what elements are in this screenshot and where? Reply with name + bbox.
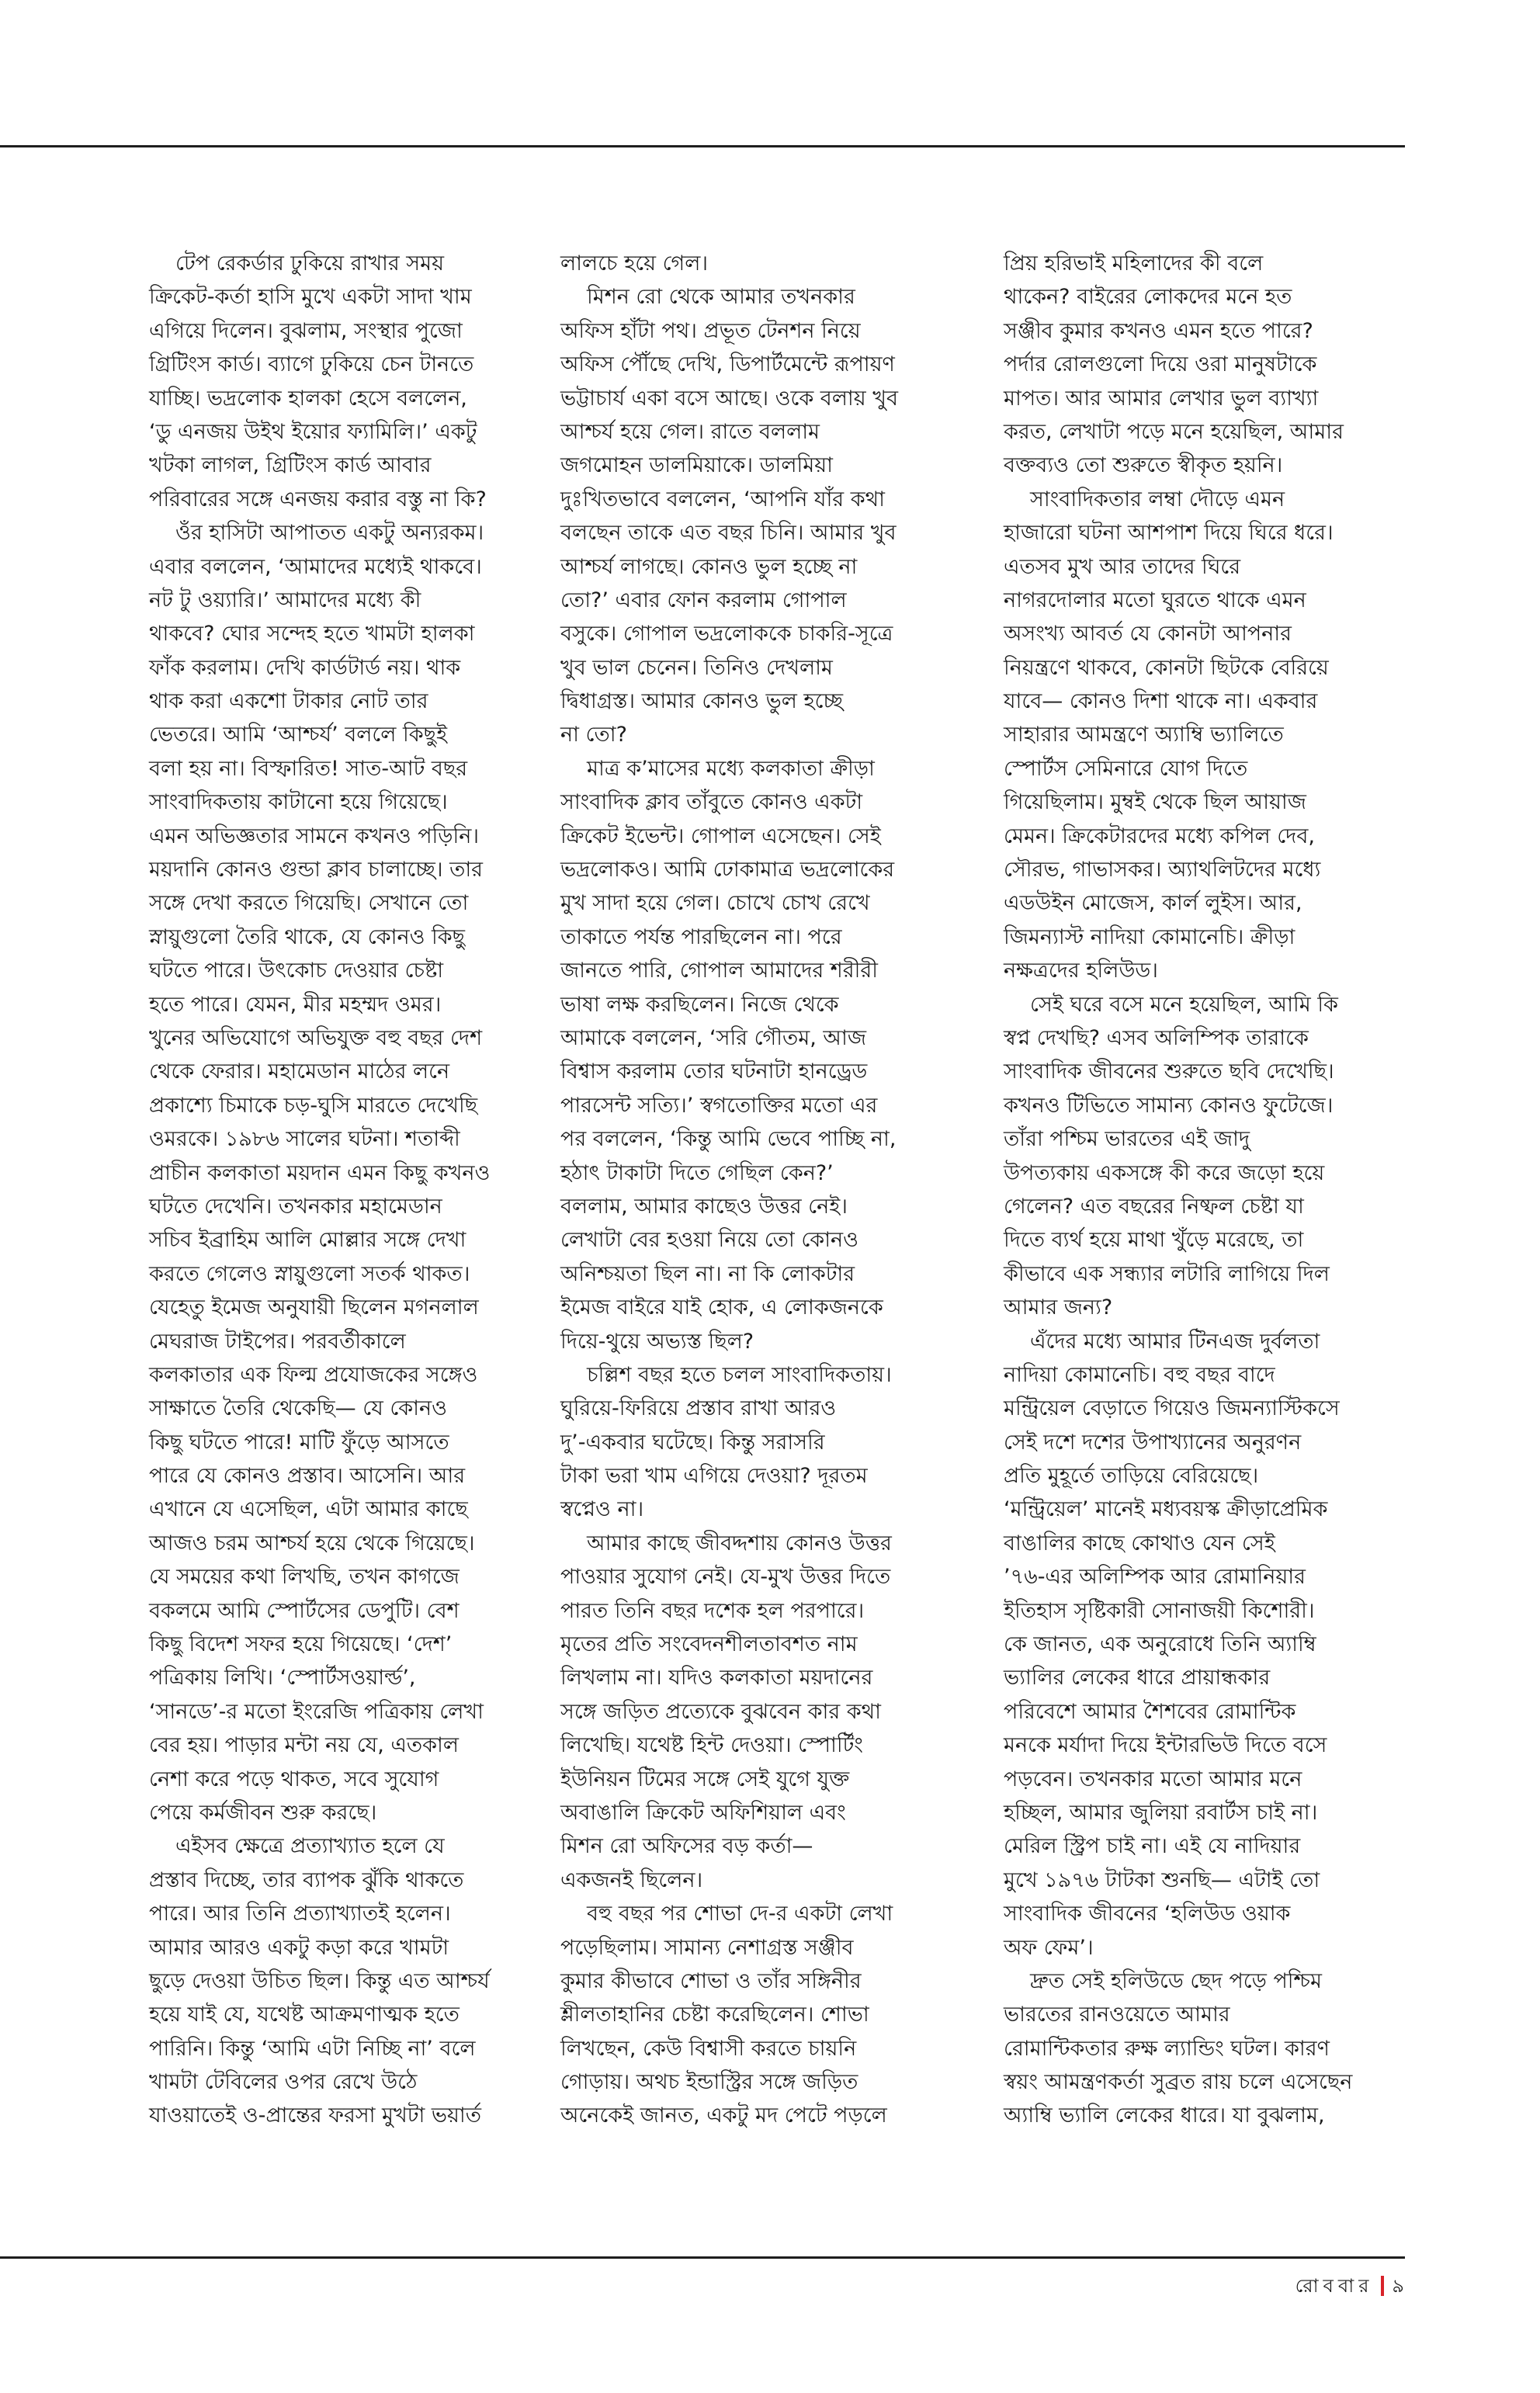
text-line: না তো? xyxy=(560,723,627,747)
text-line: সচিব ইব্রাহিম আলি মোল্লার সঙ্গে দেখা xyxy=(149,1228,467,1253)
text-line: গিয়েছিলাম। মুম্বই থেকে ছিল আয়াজ xyxy=(1004,790,1306,815)
text-line: ক্রিকেট ইভেন্ট। গোপাল এসেছেন। সেই xyxy=(560,824,881,848)
text-line: সাংবাদিক জীবনের ‘হলিউড ওয়াক xyxy=(1004,1902,1291,1927)
text-line: বসুকে। গোপাল ভদ্রলোককে চাকরি-সূত্রে xyxy=(560,622,893,647)
text-line: সেই ঘরে বসে মনে হয়েছিল, আমি কি xyxy=(1030,992,1338,1017)
text-line: মনকে মর্যাদা দিয়ে ইন্টারভিউ দিতে বসে xyxy=(1004,1733,1327,1758)
text-line: স্বপ্নেও না। xyxy=(560,1497,644,1522)
text-line: খুব ভাল চেনেন। তিনিও দেখলাম xyxy=(560,655,833,680)
text-line: বহু বছর পর শোভা দে-র একটা লেখা xyxy=(587,1902,893,1927)
text-line: তো?’ এবার ফোন করলাম গোপাল xyxy=(560,588,847,612)
text-line: মুখ সাদা হয়ে গেল। চোখে চোখ রেখে xyxy=(560,891,870,916)
text-line: মন্ট্রিয়েল বেড়াতে গিয়েও জিমন্যাস্টিকসে xyxy=(1004,1396,1340,1421)
text-line: টাকা ভরা খাম এগিয়ে দেওয়া? দূরতম xyxy=(560,1464,868,1489)
text-line: অ্যাম্বি ভ্যালি লেকের ধারে। যা বুঝলাম, xyxy=(1004,2103,1325,2128)
text-line: হাজারো ঘটনা আশপাশ দিয়ে ঘিরে ধরে। xyxy=(1004,521,1334,546)
text-line: গোড়ায়। অথচ ইন্ডাস্ট্রির সঙ্গে জড়িত xyxy=(560,2070,858,2095)
text-line: যে সময়ের কথা লিখছি, তখন কাগজে xyxy=(149,1565,460,1590)
text-line: দ্বিধাগ্রস্ত। আমার কোনও ভুল হচ্ছে xyxy=(560,689,844,714)
text-line: এইসব ক্ষেত্রে প্রত্যাখ্যাত হলে যে xyxy=(175,1834,445,1859)
text-line: আশ্চর্য লাগছে। কোনও ভুল হচ্ছে না xyxy=(560,554,858,579)
text-line: মেমন। ক্রিকেটারদের মধ্যে কপিল দেব, xyxy=(1004,824,1315,848)
text-line: সঞ্জীব কুমার কখনও এমন হতে পারে? xyxy=(1004,318,1313,343)
text-line: ইতিহাস সৃষ্টিকারী সোনাজয়ী কিশোরী। xyxy=(1004,1598,1315,1623)
text-line: হতে পারে। যেমন, মীর মহম্মদ ওমর। xyxy=(149,992,442,1017)
text-line: নিয়ন্ত্রণে থাকবে, কোনটা ছিটকে বেরিয়ে xyxy=(1004,655,1329,680)
text-line: তাকাতে পর্যন্ত পারছিলেন না। পরে xyxy=(560,924,842,949)
text-line: ঘটতে দেখেনি। তখনকার মহামেডান xyxy=(149,1194,442,1219)
text-line: পারসেন্ট সত্যি।’ স্বগতোক্তির মতো এর xyxy=(560,1093,878,1118)
text-line: বক্তব্যও তো শুরুতে স্বীকৃত হয়নি। xyxy=(1004,453,1283,478)
text-line: ভট্টাচার্য একা বসে আছে। ওকে বলায় খুব xyxy=(560,386,899,411)
text-line: সাহারার আমন্ত্রণে অ্যাম্বি ভ্যালিতে xyxy=(1004,723,1284,747)
text-line: লিখলাম না। যদিও কলকাতা ময়দানের xyxy=(560,1666,873,1691)
text-line: প্রকাশ্যে চিমাকে চড়-ঘুসি মারতে দেখেছি xyxy=(149,1093,478,1118)
text-line: থেকে ফেরার। মহামেডান মাঠের লনে xyxy=(149,1060,450,1084)
text-line: আমার আরও একটু কড়া করে খামটা xyxy=(149,1935,449,1960)
footer-separator xyxy=(1381,2276,1384,2296)
text-line: দ্রুত সেই হলিউডে ছেদ পড়ে পশ্চিম xyxy=(1030,1968,1322,1993)
text-line: ওমরকে। ১৯৮৬ সালের ঘটনা। শতাব্দী xyxy=(149,1127,460,1152)
text-line: অফিস হাঁটা পথ। প্রভূত টেনশন নিয়ে xyxy=(560,318,861,343)
text-line: মিশন রো থেকে আমার তখনকার xyxy=(587,285,855,310)
text-line: স্বপ্ন দেখছি? এসব অলিম্পিক তারাকে xyxy=(1004,1025,1309,1050)
text-line: ভদ্রলোকও। আমি ঢোকামাত্র ভদ্রলোকের xyxy=(560,858,895,883)
text-line: প্রতি মুহূর্তে তাড়িয়ে বেরিয়েছে। xyxy=(1004,1464,1259,1489)
text-line: পারে যে কোনও প্রস্তাব। আসেনি। আর xyxy=(149,1464,466,1489)
text-line: বিশ্বাস করলাম তোর ঘটনাটা হানড্রেড xyxy=(560,1060,868,1084)
text-line: স্বয়ং আমন্ত্রণকর্তা সুব্রত রায় চলে এসেছেন xyxy=(1004,2070,1353,2095)
text-line: সাংবাদিক ক্লাব তাঁবুতে কোনও একটা xyxy=(560,790,863,815)
text-line: কলকাতার এক ফিল্ম প্রযোজকের সঙ্গেও xyxy=(149,1362,478,1387)
text-line: অফিস পৌঁছে দেখি, ডিপার্টমেন্টে রূপায়ণ xyxy=(560,352,895,377)
text-line: পারত তিনি বছর দশেক হল পরপারে। xyxy=(560,1598,865,1623)
text-line: জগমোহন ডালমিয়াকে। ডালমিয়া xyxy=(560,453,833,478)
text-line: এমন অভিজ্ঞতার সামনে কখনও পড়িনি। xyxy=(149,824,480,848)
text-line: বাঙালির কাছে কোথাও যেন সেই xyxy=(1004,1531,1275,1555)
text-line: রোমান্টিকতার রুক্ষ ল্যান্ডিং ঘটল। কারণ xyxy=(1004,2036,1330,2061)
text-line: হঠাৎ টাকাটা দিতে গেছিল কেন?’ xyxy=(560,1160,834,1185)
text-line: পাওয়ার সুযোগ নেই। যে-মুখ উত্তর দিতে xyxy=(560,1565,891,1590)
page-number: ৯ xyxy=(1392,2275,1404,2297)
article-column-3 xyxy=(1004,247,1400,2133)
text-line: যাচ্ছি। ভদ্রলোক হালকা হেসে বললেন, xyxy=(149,386,467,411)
text-line: পরিবারের সঙ্গে এনজয় করার বস্তু না কি? xyxy=(149,487,487,512)
text-line: বের হয়। পাড়ার মন্টা নয় যে, এতকাল xyxy=(149,1733,459,1758)
text-line: নট টু ওয়্যারি।’ আমাদের মধ্যে কী xyxy=(149,588,421,612)
text-line: ‘সানডে’-র মতো ইংরেজি পত্রিকায় লেখা xyxy=(149,1699,484,1724)
text-line: উপত্যকায় একসঙ্গে কী করে জড়ো হয়ে xyxy=(1004,1160,1325,1185)
text-line: লিখেছি। যথেষ্ট হিন্ট দেওয়া। স্পোর্টিং xyxy=(560,1733,863,1758)
text-line: দু’-একবার ঘটেছে। কিন্তু সরাসরি xyxy=(560,1430,825,1455)
text-line: আমাকে বললেন, ‘সরি গৌতম, আজ xyxy=(560,1025,867,1050)
text-line: লেখাটা বের হওয়া নিয়ে তো কোনও xyxy=(560,1228,859,1253)
text-line: কীভাবে এক সন্ধ্যার লটারি লাগিয়ে দিল xyxy=(1004,1261,1330,1286)
text-line: করত, লেখাটা পড়ে মনে হয়েছিল, আমার xyxy=(1004,419,1344,444)
text-line: মিশন রো অফিসের বড় কর্তা— xyxy=(560,1834,813,1859)
text-line: এবার বললেন, ‘আমাদের মধ্যেই থাকবে। xyxy=(149,554,482,579)
text-line: সাংবাদিক জীবনের শুরুতে ছবি দেখেছি। xyxy=(1004,1060,1334,1084)
text-line: থাক করা একশো টাকার নোট তার xyxy=(149,689,428,714)
text-line: পেয়ে কর্মজীবন শুরু করছে। xyxy=(149,1800,377,1825)
text-line: প্রিয় হরিভাই মহিলাদের কী বলে xyxy=(1004,251,1264,276)
footer-day-label: রোববার xyxy=(1295,2275,1374,2297)
text-line: চল্লিশ বছর হতে চলল সাংবাদিকতায়। xyxy=(587,1362,892,1387)
text-line: সঙ্গে দেখা করতে গিয়েছি। সেখানে তো xyxy=(149,891,469,916)
text-line: দিতে ব্যর্থ হয়ে মাথা খুঁড়ে মরেছে, তা xyxy=(1004,1228,1304,1253)
text-line: খামটা টেবিলের ওপর রেখে উঠে xyxy=(149,2070,418,2095)
text-line: পড়বেন। তখনকার মতো আমার মনে xyxy=(1004,1767,1302,1791)
text-line: অফ ফেম’। xyxy=(1004,1935,1094,1960)
text-line: প্রস্তাব দিচ্ছে, তার ব্যাপক ঝুঁকি থাকতে xyxy=(149,1868,464,1892)
text-line: স্পোর্টস সেমিনারে যোগ দিতে xyxy=(1004,756,1248,781)
text-line: পারে। আর তিনি প্রত্যাখ্যাতই হলেন। xyxy=(149,1902,451,1927)
text-line: আশ্চর্য হয়ে গেল। রাতে বললাম xyxy=(560,419,820,444)
text-line: পরিবেশে আমার শৈশবের রোমান্টিক xyxy=(1004,1699,1296,1724)
text-line: একজনই ছিলেন। xyxy=(560,1868,703,1892)
text-line: ভ্যালির লেকের ধারে প্রায়ান্ধকার xyxy=(1004,1666,1271,1691)
text-line: খটকা লাগল, গ্রিটিংস কার্ড আবার xyxy=(149,453,432,478)
text-line: ভারতের রানওয়েতে আমার xyxy=(1004,2003,1230,2027)
header-rule xyxy=(0,145,1405,147)
text-line: ‘মন্ট্রিয়েল’ মানেই মধ্যবয়স্ক ক্রীড়াপ্রেমিক xyxy=(1004,1497,1328,1522)
text-line: লিখছেন, কেউ বিশ্বাসী করতে চায়নি xyxy=(560,2036,857,2061)
text-line: বললাম, আমার কাছেও উত্তর নেই। xyxy=(560,1194,848,1219)
text-line: মাত্র ক’মাসের মধ্যে কলকাতা ক্রীড়া xyxy=(587,756,875,781)
text-line: বলছেন তাকে এত বছর চিনি। আমার খুব xyxy=(560,521,897,546)
text-line: করতে গেলেও স্নায়ুগুলো সতর্ক থাকত। xyxy=(149,1261,470,1286)
text-line: ফাঁক করলাম। দেখি কার্ডটার্ড নয়। থাক xyxy=(149,655,461,680)
text-line: সেই দশে দশের উপাখ্যানের অনুরণন xyxy=(1004,1430,1302,1455)
text-line: নক্ষত্রদের হলিউড। xyxy=(1004,959,1158,983)
text-line: পারিনি। কিন্তু ‘আমি এটা নিচ্ছি না’ বলে xyxy=(149,2036,476,2061)
text-line: ছুড়ে দেওয়া উচিত ছিল। কিন্তু এত আশ্চর্য xyxy=(149,1968,490,1993)
text-line: কে জানত, এক অনুরোধে তিনি অ্যাম্বি xyxy=(1004,1632,1316,1657)
text-line: এখানে যে এসেছিল, এটা আমার কাছে xyxy=(149,1497,468,1522)
text-line: এতসব মুখ আর তাদের ঘিরে xyxy=(1004,554,1241,579)
text-line: শ্লীলতাহানির চেষ্টা করেছিলেন। শোভা xyxy=(560,2003,869,2027)
footer-rule xyxy=(0,2256,1405,2259)
text-line: এগিয়ে দিলেন। বুঝলাম, সংস্থার পুজো xyxy=(149,318,463,343)
text-line: ঘুরিয়ে-ফিরিয়ে প্রস্তাব রাখা আরও xyxy=(560,1396,837,1421)
article-column-1 xyxy=(149,247,529,2133)
text-line: কখনও টিভিতে সামান্য কোনও ফুটেজে। xyxy=(1004,1093,1334,1118)
text-line: জানতে পারি, গোপাল আমাদের শরীরী xyxy=(560,959,878,983)
text-line: সঙ্গে জড়িত প্রত্যেকে বুঝবেন কার কথা xyxy=(560,1699,881,1724)
text-line: অসংখ্য আবর্ত যে কোনটা আপনার xyxy=(1004,622,1292,647)
text-line: খুনের অভিযোগে অভিযুক্ত বহু বছর দেশ xyxy=(149,1025,483,1050)
text-line: যাবে— কোনও দিশা থাকে না। একবার xyxy=(1004,689,1318,714)
text-line: নাদিয়া কোমানেচি। বহু বছর বাদে xyxy=(1004,1362,1275,1387)
text-line: মেরিল স্ট্রিপ চাই না। এই যে নাদিয়ার xyxy=(1004,1834,1301,1859)
text-line: ওঁর হাসিটা আপাতত একটু অন্যরকম। xyxy=(175,521,484,546)
text-line: আমার কাছে জীবদ্দশায় কোনও উত্তর xyxy=(587,1531,892,1555)
text-line: পর্দার রোলগুলো দিয়ে ওরা মানুষটাকে xyxy=(1004,352,1317,377)
text-line: নাগরদোলার মতো ঘুরতে থাকে এমন xyxy=(1004,588,1306,612)
text-line: ’৭৬-এর অলিম্পিক আর রোমানিয়ার xyxy=(1004,1565,1306,1590)
text-line: ক্রিকেট-কর্তা হাসি মুখে একটা সাদা খাম xyxy=(149,285,472,310)
text-line: কুমার কীভাবে শোভা ও তাঁর সঙ্গিনীর xyxy=(560,1968,862,1993)
text-line: পড়েছিলাম। সামান্য নেশাগ্রস্ত সঞ্জীব xyxy=(560,1935,854,1960)
text-line: অবাঙালি ক্রিকেট অফিশিয়াল এবং xyxy=(560,1800,846,1825)
text-line: নেশা করে পড়ে থাকত, সবে সুযোগ xyxy=(149,1767,439,1791)
text-line: ‘ডু এনজয় উইথ ইয়োর ফ্যামিলি।’ একটু xyxy=(149,419,477,444)
text-line: হচ্ছিল, আমার জুলিয়া রবার্টস চাই না। xyxy=(1004,1800,1318,1825)
text-line: অনেকেই জানত, একটু মদ পেটে পড়লে xyxy=(560,2103,887,2128)
text-line: সৌরভ, গাভাসকর। অ্যাথলিটদের মধ্যে xyxy=(1004,858,1321,883)
text-line: ঘটতে পারে। উৎকোচ দেওয়ার চেষ্টা xyxy=(149,959,444,983)
text-line: ভাষা লক্ষ করছিলেন। নিজে থেকে xyxy=(560,992,839,1017)
text-line: মৃতের প্রতি সংবেদনশীলতাবশত নাম xyxy=(560,1632,858,1657)
article-column-2 xyxy=(560,247,952,2133)
text-line: বকলমে আমি স্পোর্টসের ডেপুটি। বেশ xyxy=(149,1598,460,1623)
text-line: এডউইন মোজেস, কার্ল লুইস। আর, xyxy=(1004,891,1302,916)
text-line: যাওয়াতেই ও-প্রান্তের ফরসা মুখটা ভয়ার্ত xyxy=(149,2103,482,2128)
text-line: মুখে ১৯৭৬ টাটকা শুনছি— এটাই তো xyxy=(1004,1868,1320,1892)
text-line: অনিশ্চয়তা ছিল না। না কি লোকটার xyxy=(560,1261,855,1286)
text-line: সাক্ষাতে তৈরি থেকেছি— যে কোনও xyxy=(149,1396,447,1421)
page-footer xyxy=(1295,2270,1404,2301)
text-line: মেঘরাজ টাইপের। পরবর্তীকালে xyxy=(149,1329,406,1354)
text-line: গেলেন? এত বছরের নিষ্ফল চেষ্টা যা xyxy=(1004,1194,1304,1219)
text-line: ইউনিয়ন টিমের সঙ্গে সেই যুগে যুক্ত xyxy=(560,1767,850,1791)
text-line: সাংবাদিকতার লম্বা দৌড়ে এমন xyxy=(1030,487,1285,512)
text-line: মাপত। আর আমার লেখার ভুল ব্যাখ্যা xyxy=(1004,386,1319,411)
text-line: জিমন্যাস্ট নাদিয়া কোমানেচি। ক্রীড়া xyxy=(1004,924,1295,949)
text-line: দিয়ে-থুয়ে অভ্যস্ত ছিল? xyxy=(560,1329,754,1354)
text-line: স্নায়ুগুলো তৈরি থাকে, যে কোনও কিছু xyxy=(149,924,466,949)
text-line: পত্রিকায় লিখি। ‘স্পোর্টসওয়ার্ল্ড’, xyxy=(149,1666,416,1691)
text-line: সাংবাদিকতায় কাটানো হয়ে গিয়েছে। xyxy=(149,790,448,815)
text-line: দুঃখিতভাবে বললেন, ‘আপনি যাঁর কথা xyxy=(560,487,885,512)
text-line: ময়দানি কোনও গুন্ডা ক্লাব চালাচ্ছে। তার xyxy=(149,858,484,883)
text-line: পর বললেন, ‘কিন্তু আমি ভেবে পাচ্ছি না, xyxy=(560,1127,897,1152)
text-line: লালচে হয়ে গেল। xyxy=(560,251,709,276)
text-line: বলা হয় না। বিস্ফারিত! সাত-আট বছর xyxy=(149,756,468,781)
text-line: যেহেতু ইমেজ অনুযায়ী ছিলেন মগনলাল xyxy=(149,1295,479,1320)
text-line: গ্রিটিংস কার্ড। ব্যাগে ঢুকিয়ে চেন টানতে xyxy=(149,352,474,377)
text-line: প্রাচীন কলকাতা ময়দান এমন কিছু কখনও xyxy=(149,1160,491,1185)
text-line: থাকবে? ঘোর সন্দেহ হতে খামটা হালকা xyxy=(149,622,475,647)
text-line: থাকেন? বাইরের লোকদের মনে হত xyxy=(1004,285,1292,310)
text-line: আমার জন্য? xyxy=(1004,1295,1113,1320)
text-line: টেপ রেকর্ডার ঢুকিয়ে রাখার সময় xyxy=(175,251,445,276)
text-line: তাঁরা পশ্চিম ভারতের এই জাদু xyxy=(1004,1127,1250,1152)
text-line: কিছু ঘটতে পারে! মাটি ফুঁড়ে আসতে xyxy=(149,1430,449,1455)
text-line: ইমেজ বাইরে যাই হোক, এ লোকজনকে xyxy=(560,1295,883,1320)
text-line: আজও চরম আশ্চর্য হয়ে থেকে গিয়েছে। xyxy=(149,1531,475,1555)
text-line: ভেতরে। আমি ‘আশ্চর্য’ বললে কিছুই xyxy=(149,723,447,747)
text-line: এঁদের মধ্যে আমার টিনএজ দুর্বলতা xyxy=(1030,1329,1320,1354)
text-line: হয়ে যাই যে, যথেষ্ট আক্রমণাত্মক হতে xyxy=(149,2003,460,2027)
text-line: কিছু বিদেশ সফর হয়ে গিয়েছে। ‘দেশ’ xyxy=(149,1632,453,1657)
